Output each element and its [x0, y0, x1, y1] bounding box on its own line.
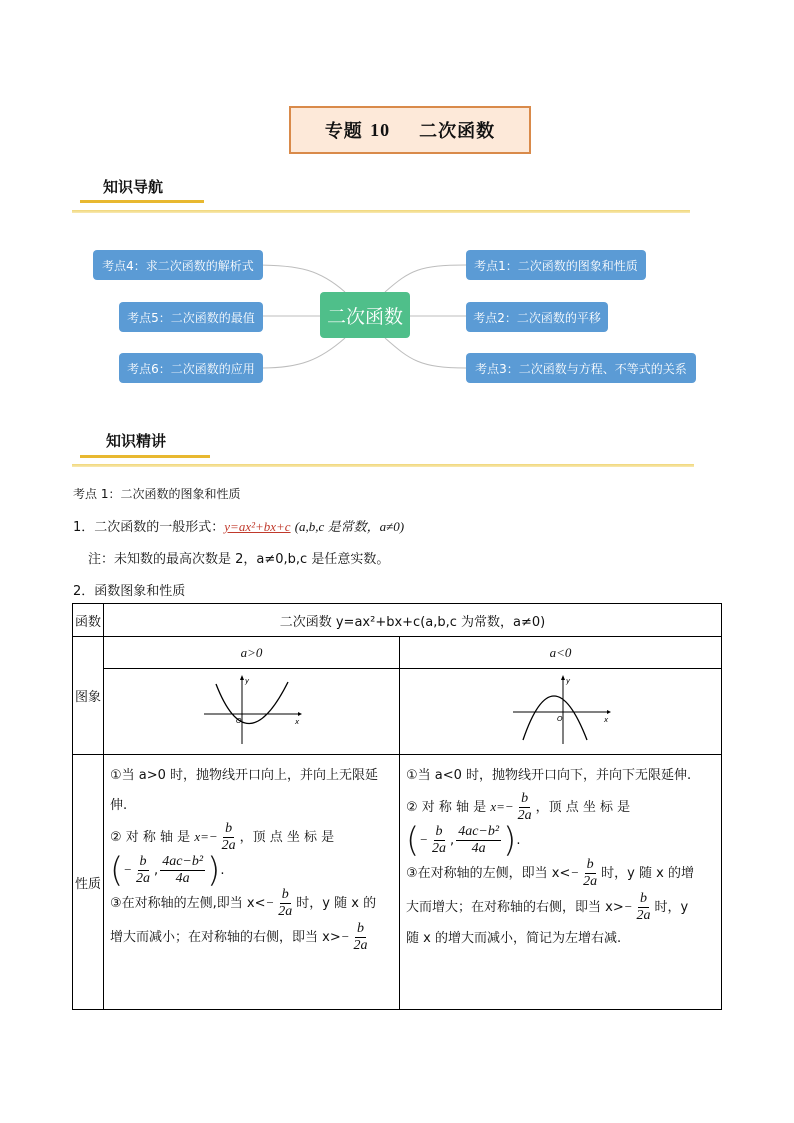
- svg-text:y: y: [565, 676, 570, 685]
- row-label-graph: 图象: [73, 637, 104, 755]
- property-a-negative: [400, 755, 722, 1010]
- item1-line: 1．二次函数的一般形式：y=ax²+bx+c (a,b,c 是常数，a≠0): [73, 519, 405, 535]
- section-heading-navigation: 知识导航: [103, 178, 164, 196]
- page-title: 专题 10 二次函数: [289, 106, 531, 154]
- function-definition: 二次函数 y=ax²+bx+c(a,b,c 为常数，a≠0): [104, 604, 722, 637]
- section-underline: [80, 200, 204, 203]
- section-divider: [72, 210, 690, 213]
- pos-prop-3: ③在对称轴的左侧,即当 x<− $\frac{b}{2a}$ 时，y 随 x 的: [110, 887, 377, 920]
- point1-title: 考点 1：二次函数的图象和性质: [73, 487, 241, 501]
- svg-text:O: O: [235, 716, 242, 725]
- section-heading-lecture: 知识精讲: [106, 432, 167, 450]
- section-divider: [72, 464, 694, 467]
- row-label-function: 函数: [73, 604, 104, 637]
- property-a-positive: [104, 755, 400, 1010]
- mindmap-node-point5[interactable]: 考点5：二次函数的最值: [119, 302, 263, 332]
- col-header-a-positive: a>0: [104, 637, 400, 669]
- row-label-property: 性质: [73, 755, 104, 1010]
- col-header-a-negative: a<0: [400, 637, 722, 669]
- svg-text:x: x: [294, 717, 299, 726]
- graph-a-negative: [400, 669, 722, 755]
- note-line: 注：未知数的最高次数是 2，a≠0,b,c 是任意实数。: [88, 552, 390, 567]
- svg-text:y: y: [244, 676, 249, 685]
- svg-text:x: x: [603, 715, 608, 724]
- mindmap-node-point6[interactable]: 考点6：二次函数的应用: [119, 353, 263, 383]
- neg-prop-3: ③在对称轴的左侧，即当 x<− $\frac{b}{2a}$ 时，y 随 x 的增: [406, 857, 694, 890]
- pos-prop-2: ② 对 称 轴 是 x=− $\frac{b}{2a}$ ，顶 点 坐 标 是: [110, 821, 335, 854]
- svg-text:O: O: [556, 714, 563, 723]
- mindmap-node-point1[interactable]: 考点1：二次函数的图象和性质: [466, 250, 646, 280]
- pos-prop-3-cont: 增大而减小；在对称轴的右侧，即当 x>− $\frac{b}{2a}$: [110, 920, 368, 953]
- graph-a-positive: [104, 669, 400, 755]
- neg-prop-1: ①当 a<0 时，抛物线开口向下，并向下无限延伸.: [406, 768, 692, 783]
- item2-line: 2．函数图象和性质: [73, 584, 186, 599]
- neg-prop-3-end: 随 x 的增大而减小，简记为左增右减.: [406, 930, 622, 946]
- neg-prop-3-cont: 大而增大；在对称轴的右侧，即当 x>− $\frac{b}{2a}$ 时，y: [406, 890, 689, 923]
- pos-vertex: (− $\frac{b}{2a}$ , $\frac{\text{4ac−b²}}{4a}$ ).: [110, 850, 225, 891]
- neg-prop-2: ② 对 称 轴 是 x=− $\frac{b}{2a}$ ，顶 点 坐 标 是: [406, 791, 631, 824]
- function-table: [72, 603, 722, 1010]
- parabola-up-icon: [202, 674, 302, 746]
- neg-vertex: (− $\frac{b}{2a}$ , $\frac{\text{4ac−b²}}{4a}$ ).: [406, 820, 521, 861]
- mindmap-node-point3[interactable]: 考点3：二次函数与方程、不等式的关系: [466, 353, 696, 383]
- parabola-down-icon: [511, 674, 611, 746]
- mindmap-node-point2[interactable]: 考点2：二次函数的平移: [466, 302, 608, 332]
- mindmap-center-node[interactable]: 二次函数: [320, 292, 410, 338]
- mindmap-node-point4[interactable]: 考点4：求二次函数的解析式: [93, 250, 263, 280]
- pos-prop-1: ①当 a>0 时，抛物线开口向上，并向上无限延伸.: [110, 768, 379, 813]
- section-underline: [80, 455, 210, 458]
